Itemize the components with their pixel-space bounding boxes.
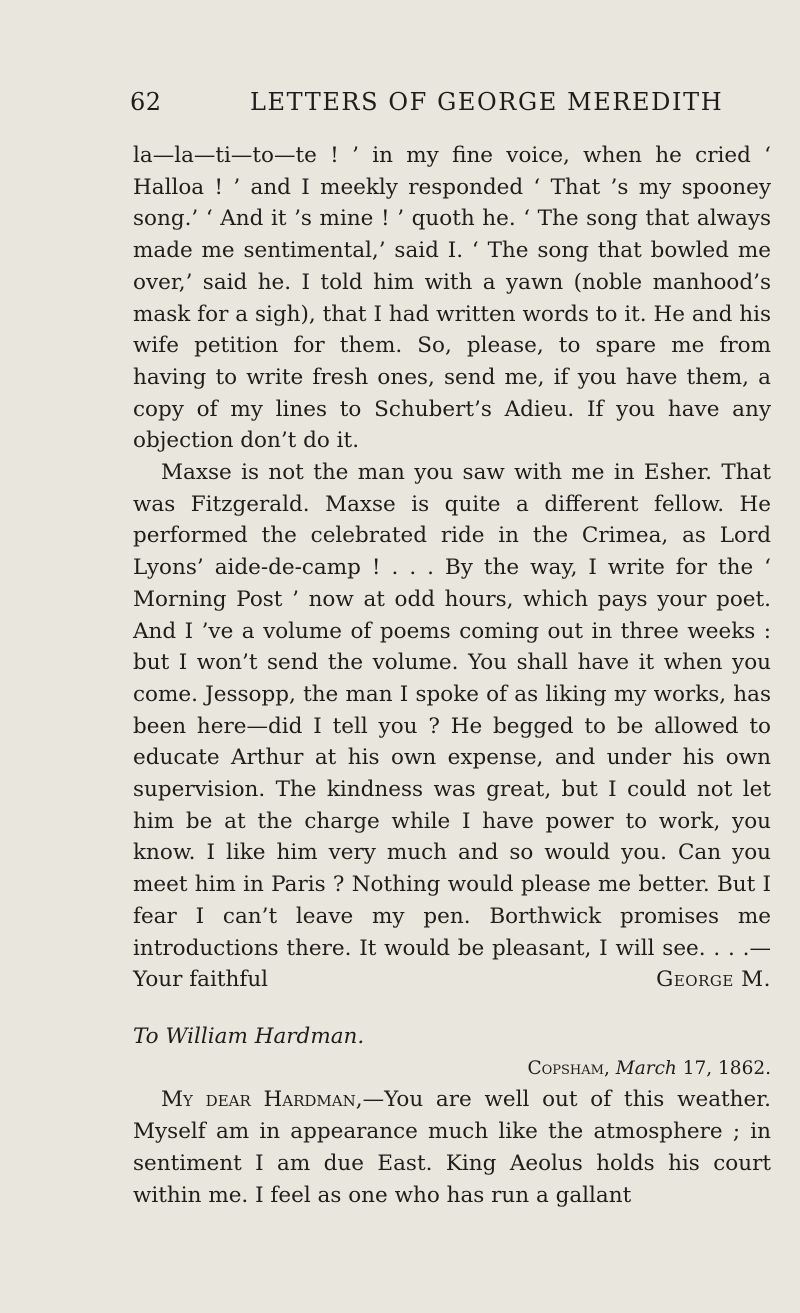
letter-continuation bbox=[133, 140, 771, 996]
dateline-month: March bbox=[615, 1057, 677, 1079]
letter-dateline bbox=[133, 1053, 771, 1085]
paragraph-2-text: Maxse is not the man you saw with me in Esher. That was Fitzgerald. Maxse is quite a different fellow. He performed the celebrated ride in the Crimea, as Lord Lyons’ aide-de-camp ! . . . By the way, I write for the ‘ Morning Post ’ now at odd hours, which pays your poet. And I ’ve a volume of poems coming out in three weeks : but I won’t send the volume. You shall have it when you come. Jessopp, the man I spoke of as liking my works, has been here—did I tell you ? He begged to be allowed to educate Arthur at his own expense, and under his own supervision. The kindness was great, but I could not let him be at the charge while I have power to work, you know. I like him very much and so would you. Can you meet him in Paris ? Nothing would please me better. But I fear I can’t leave my pen. Borthwick promises me introductions there. It would be pleasant, I will see. . . .—Your faithful bbox=[133, 460, 771, 993]
salutation: My dear Hardman, bbox=[161, 1087, 363, 1113]
paragraph-2 bbox=[133, 457, 771, 996]
page-header bbox=[130, 88, 770, 128]
letter-to-hardman bbox=[133, 1021, 771, 1211]
dateline-place: Copsham, bbox=[527, 1057, 610, 1079]
dateline-day-year: 17, 1862. bbox=[682, 1057, 771, 1079]
letter-body bbox=[133, 1084, 771, 1211]
paragraph-1: la—la—ti—to—te ! ’ in my fine voice, when he cried ‘ Halloa ! ’ and I meekly responded ‘ That ’s my spooney song.’ ‘ And it ’s mine ! ’ quoth he. ‘ The song that always made me sentimental,’ said I. ‘ The song that bowled me over,’ said he. I told him with a yawn (noble manhood’s mask for a sigh), that I had written words to it. He and his wife petition for them. So, please, to spare me from having to write fresh ones, send me, if you have them, a copy of my lines to Schubert’s Adieu. If you have any objection don’t do it. bbox=[133, 143, 771, 454]
page-number: 62 bbox=[130, 88, 162, 116]
running-head: LETTERS OF GEORGE MEREDITH bbox=[250, 88, 724, 116]
letter-body-text: —You are well out of this weather. Myself am in appearance much like the atmosphere ; in sentiment I am due East. King Aeolus holds his court within me. I feel as one who has run a gallant bbox=[133, 1087, 771, 1208]
letter-addressee: To William Hardman. bbox=[133, 1024, 365, 1049]
signature: George M. bbox=[656, 967, 771, 993]
